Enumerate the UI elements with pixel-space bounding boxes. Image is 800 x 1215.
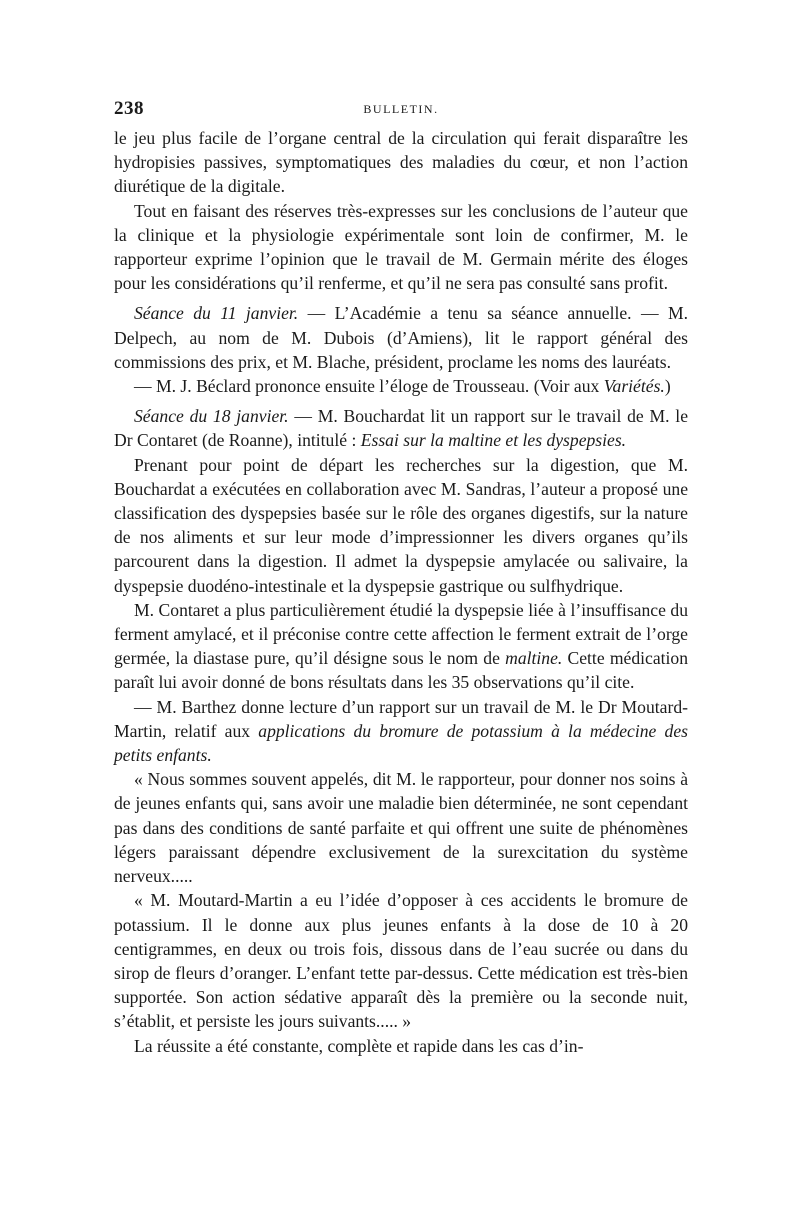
- text-run: — L’Académie a tenu sa séance annuelle. — M. Delpech, au nom de M. Dubois (d’Amiens), lit le rapport général des commissions des prix, et M. Blache, président, proclame les noms des lauréats.: [114, 303, 688, 372]
- text-run: M. Contaret a plus particulièrement étudié la dyspepsie liée à l’insuffisance du ferment amylacé, et il préconise contre cette affection le ferment extrait de l’orge germée, la diastase pure, qu’il désigne sous le nom de: [114, 599, 688, 669]
- italic-text: maltine.: [505, 648, 563, 669]
- running-head: [114, 98, 688, 122]
- text-run: — M. J. Béclard prononce ensuite l’éloge de Trousseau. (Voir aux: [134, 376, 604, 397]
- italic-text: Essai sur la maltine et les dyspepsies.: [360, 430, 627, 451]
- paragraph-p7: [114, 598, 688, 695]
- text-run: « M. Moutard-Martin a eu l’idée d’opposer à ces accidents le bromure de potassium. Il le donne aux plus jeunes enfants à la dose de 10 à 20 centigrammes, en deux ou trois fois, dissous dans de l’eau sucrée ou dans du sirop de fleurs d’oranger. L’enfant tette par-dessus. Cette médication est très-bien supportée. Son action sédative apparaît dès la première ou la seconde nuit, s’établit, et persiste les jours suivants..... »: [114, 890, 688, 1032]
- paragraph-p10: [114, 888, 688, 1033]
- body-text: [114, 126, 688, 1058]
- text-run: — M. Barthez donne lecture d’un rapport sur un travail de M. le Dr Moutard-Martin, relatif aux: [114, 696, 688, 741]
- running-title: BULLETIN.: [363, 102, 439, 116]
- text-run: Cette médication paraît lui avoir donné de bons résultats dans les 35 observations qu’il cite.: [114, 648, 689, 693]
- italic-text: Variétés.: [603, 376, 665, 397]
- text-run: — M. Bouchardat lit un rapport sur le travail de M. le Dr Contaret (de Roanne), intitulé :: [114, 406, 688, 451]
- paragraph-p3: [114, 301, 688, 374]
- text-run: La réussite a été constante, complète et rapide dans les cas d’in-: [134, 1035, 584, 1056]
- text-run: « Nous sommes souvent appelés, dit M. le rapporteur, pour donner nos soins à de jeunes enfants qui, sans avoir une maladie bien déterminée, ne sont cependant pas dans des conditions de santé parfaite et qui offrent une suite de phénomènes légers paraissant dépendre exclusivement de la surexcitation du système nerveux.....: [114, 769, 688, 887]
- text-run: Tout en faisant des réserves très-expresses sur les conclusions de l’auteur que la clinique et la physiologie expérimentale sont loin de confirmer, M. le rapporteur exprime l’opinion que le travail de M. Germain mérite des éloges pour les considérations qu’il renferme, et qu’il ne sera pas consulté sans profit.: [114, 200, 688, 294]
- text-run: ): [664, 376, 671, 397]
- italic-text: applications du bromure de potassium à la médecine des petits enfants.: [114, 720, 688, 766]
- paragraph-p11: [114, 1034, 688, 1058]
- paragraph-p5: [114, 404, 688, 452]
- paragraph-p1: [114, 126, 688, 199]
- page-number: 238: [114, 98, 144, 119]
- paragraph-p8: [114, 695, 688, 768]
- text-run: Prenant pour point de départ les recherches sur la digestion, que M. Bouchardat a exécutées en collaboration avec M. Sandras, l’auteur a proposé une classification des dyspepsies basée sur le rôle des organes digestifs, sur la nature de nos aliments et sur leur mode d’impressionner les divers organes qu’ils parcourent dans la digestion. Il admet la dyspepsie amylacée ou salivaire, la dyspepsie duodéno-intestinale et la dyspepsie gastrique ou sulfhydrique.: [114, 454, 688, 596]
- paragraph-p4: [114, 374, 688, 398]
- paragraph-p9: [114, 767, 688, 888]
- text-run: le jeu plus facile de l’organe central de la circulation qui ferait disparaître les hydropisies passives, symptomatiques des maladies du cœur, et non l’action diurétique de la digitale.: [114, 128, 688, 197]
- paragraph-p2: [114, 199, 688, 296]
- paragraph-p6: [114, 453, 688, 598]
- italic-text: Séance du 18 janvier.: [134, 406, 289, 427]
- italic-text: Séance du 11 janvier.: [134, 303, 299, 324]
